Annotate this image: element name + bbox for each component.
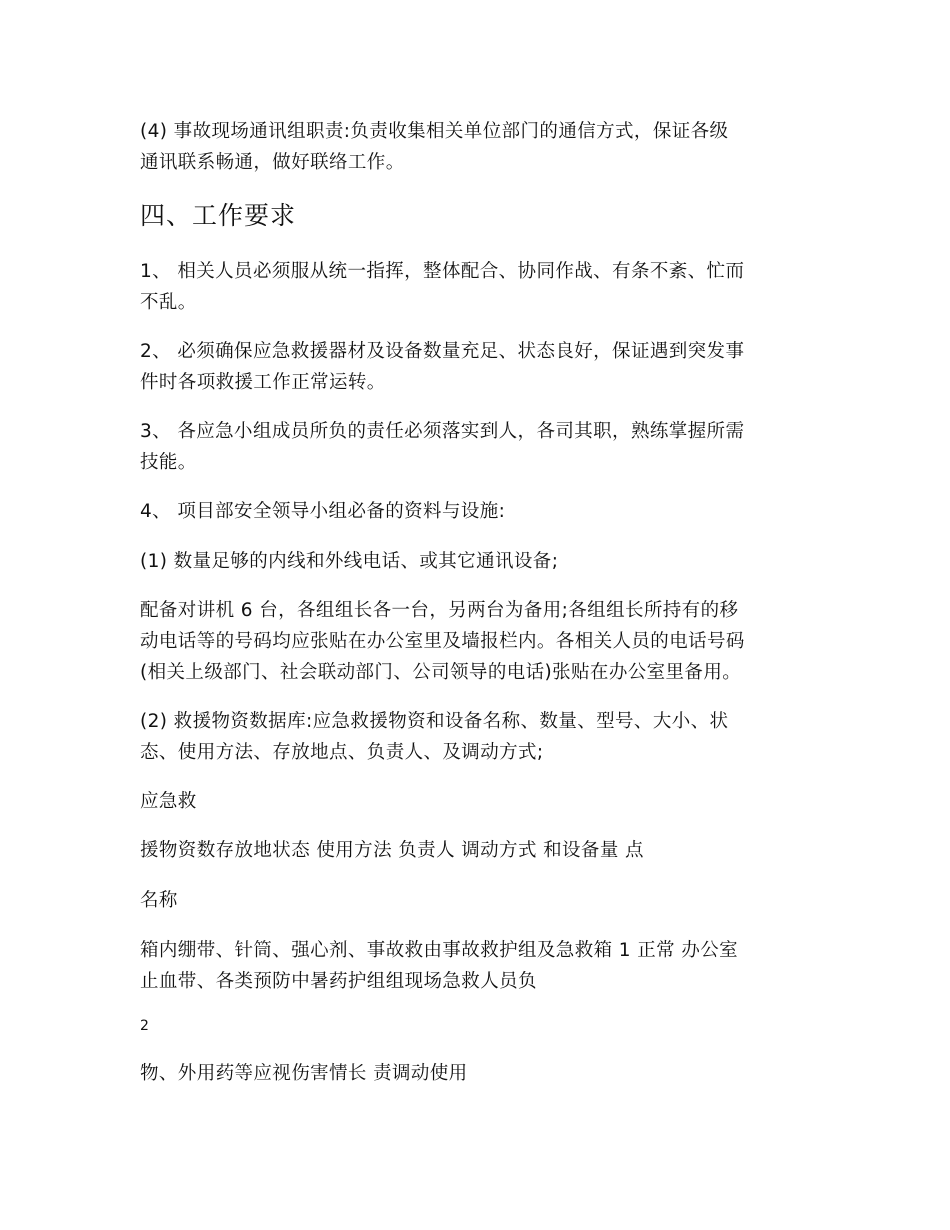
text-line: 箱内绷带、针筒、强心剂、事故救由事故救护组及急救箱 1 正常 办公室: [140, 940, 739, 961]
text-line: 3、 各应急小组成员所负的责任必须落实到人，各司其职，熟练掌握所需: [140, 421, 745, 442]
paragraph-walkie-talkie: [140, 595, 820, 688]
text-line: 技能。: [140, 452, 197, 473]
text-line: 名称: [140, 890, 178, 911]
text-line: 不乱。: [140, 292, 197, 313]
requirement-3: [140, 416, 820, 478]
section-heading: 四、工作要求: [140, 201, 297, 230]
table-fragment-1: [140, 786, 820, 817]
page-number: 2: [140, 1018, 149, 1034]
item-2: [140, 706, 820, 768]
text-line: 态、使用方法、存放地点、负责人、及调动方式;: [140, 742, 544, 763]
text-line: 援物资数存放地状态 使用方法 负责人 调动方式 和设备量 点: [140, 840, 644, 861]
text-line: (4) 事故现场通讯组职责:负责收集相关单位部门的通信方式，保证各级: [140, 121, 729, 142]
text-line: (2) 救援物资数据库:应急救援物资和设备名称、数量、型号、大小、状: [140, 711, 729, 732]
table-fragment-2: [140, 835, 820, 866]
text-line: 件时各项救援工作正常运转。: [140, 372, 386, 393]
text-line: 4、 项目部安全领导小组必备的资料与设施:: [140, 501, 506, 522]
text-line: 物、外用药等应视伤害情长 责调动使用: [140, 1063, 468, 1084]
paragraph-communication-group: [140, 116, 820, 178]
text-line: 2、 必须确保应急救援器材及设备数量充足、状态良好，保证遇到突发事: [140, 341, 745, 362]
table-fragment-3: [140, 885, 820, 916]
requirement-1: [140, 256, 820, 318]
text-line: 应急救: [140, 791, 197, 812]
requirement-4: [140, 496, 820, 527]
requirement-2: [140, 336, 820, 398]
text-line: 1、 相关人员必须服从统一指挥，整体配合、协同作战、有条不紊、忙而: [140, 261, 745, 282]
text-line: 配备对讲机 6 台，各组组长各一台，另两台为备用;各组组长所持有的移: [140, 600, 739, 621]
text-line: (1) 数量足够的内线和外线电话、或其它通讯设备;: [140, 551, 559, 572]
table-row-2: [140, 1058, 820, 1089]
table-row-1: [140, 935, 820, 997]
text-line: (相关上级部门、社会联动部门、公司领导的电话)张贴在办公室里备用。: [140, 662, 742, 683]
text-line: 通讯联系畅通，做好联络工作。: [140, 152, 405, 173]
text-line: 动电话等的号码均应张贴在办公室里及墙报栏内。各相关人员的电话号码: [140, 631, 745, 652]
item-1: [140, 546, 820, 577]
text-line: 止血带、各类预防中暑药护组组现场急救人员负: [140, 971, 537, 992]
